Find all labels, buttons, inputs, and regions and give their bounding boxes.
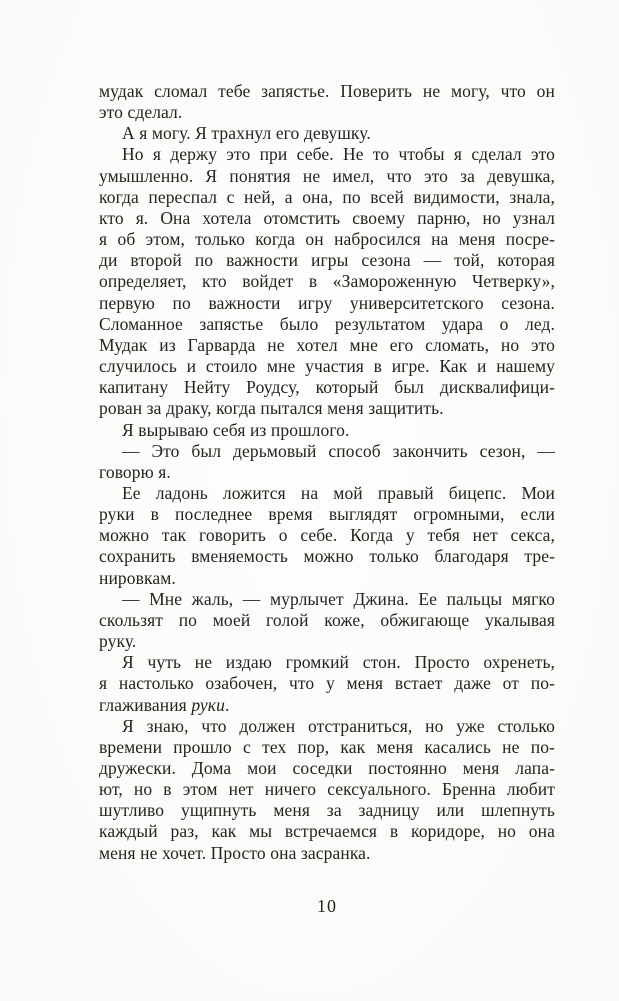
text-line: когда переспал с ней, а она, по всей видимости, знала,	[99, 186, 555, 207]
text-line: нировкам.	[99, 567, 176, 588]
text-line: руку.	[99, 631, 137, 652]
paragraph	[99, 652, 555, 715]
text-line: меня не хочет. Просто она засранка.	[99, 842, 371, 863]
paragraph	[99, 589, 555, 652]
text-line: — Это был дерьмовый способ закончить сезон, —	[122, 440, 555, 461]
text-line: я об этом, только когда он набросился на меня посре-	[99, 229, 555, 250]
paragraph	[99, 144, 555, 419]
text-line: можно так говорить о себе. Когда у тебя нет секса,	[99, 525, 555, 546]
text-line: мудак сломал тебе запястье. Поверить не могу, что он	[99, 81, 555, 101]
page-number: 10	[317, 896, 337, 916]
text-line: это сделал.	[99, 102, 183, 123]
paragraph	[99, 420, 555, 441]
text-line: каждый раз, как мы встречаемся в коридоре, но она	[99, 821, 555, 842]
text-line: шутливо ущипнуть меня за задницу или шлепнуть	[99, 800, 555, 821]
text-line: Я вырываю себя из прошлого.	[122, 419, 350, 440]
paragraph	[99, 716, 555, 864]
paragraph	[99, 441, 555, 483]
text-line: — Мне жаль, — мурлычет Джина. Ее пальцы мягко	[122, 588, 555, 609]
text-line: глаживания руки.	[99, 694, 230, 715]
text-line: А я могу. Я трахнул его девушку.	[122, 123, 371, 144]
text-line: ди второй по важности игры сезона — той, которая	[99, 250, 555, 271]
text-line: руки в последнее время выглядят огромными, если	[99, 504, 555, 525]
text-line: Я знаю, что должен отстраниться, но уже столько	[122, 715, 555, 736]
text-line: умышленно. Я понятия не имел, что это за девушка,	[99, 165, 555, 186]
text-line: кто я. Она хотела отомстить своему парню, но узнал	[99, 207, 555, 228]
text-line: Я чуть не издаю громкий стон. Просто охренеть,	[122, 652, 555, 673]
text-line: сохранить вменяемость можно только благодаря тре-	[99, 546, 555, 567]
text-line: Ее ладонь ложится на мой правый бицепс. Мои	[122, 482, 555, 503]
text-line: Сломанное запястье было результатом удара о лед.	[99, 313, 555, 334]
paragraph	[99, 123, 555, 144]
text-line: случилось и стоило мне участия в игре. Как и нашему	[99, 356, 555, 377]
text-line: ют, но в этом нет ничего сексуального. Бренна любит	[99, 779, 555, 800]
text-line: Но я держу это при себе. Не то чтобы я сделал это	[122, 144, 555, 165]
paragraph	[99, 483, 555, 589]
text-line: первую по важности игру университетского сезона.	[99, 292, 555, 313]
page-text	[99, 81, 555, 864]
paragraph	[99, 81, 555, 123]
text-line: Мудак из Гарварда не хотел мне его сломать, но это	[99, 334, 555, 355]
text-line: скользят по моей голой коже, обжигающе укалывая	[99, 609, 555, 630]
text-line: рован за драку, когда пытался меня защитить.	[99, 398, 444, 419]
text-line: я настолько озабочен, что у меня встает даже от по-	[99, 673, 555, 694]
text-line: говорю я.	[99, 461, 171, 482]
text-line: определяет, кто войдет в «Замороженную Четверку»,	[99, 271, 555, 292]
text-line: дружески. Дома мои соседки постоянно меня лапа-	[99, 758, 555, 778]
text-line: времени прошло с тех пор, как меня касались не по-	[99, 736, 555, 757]
text-line: капитану Нейту Роудсу, который был дисквалифици-	[99, 377, 555, 398]
